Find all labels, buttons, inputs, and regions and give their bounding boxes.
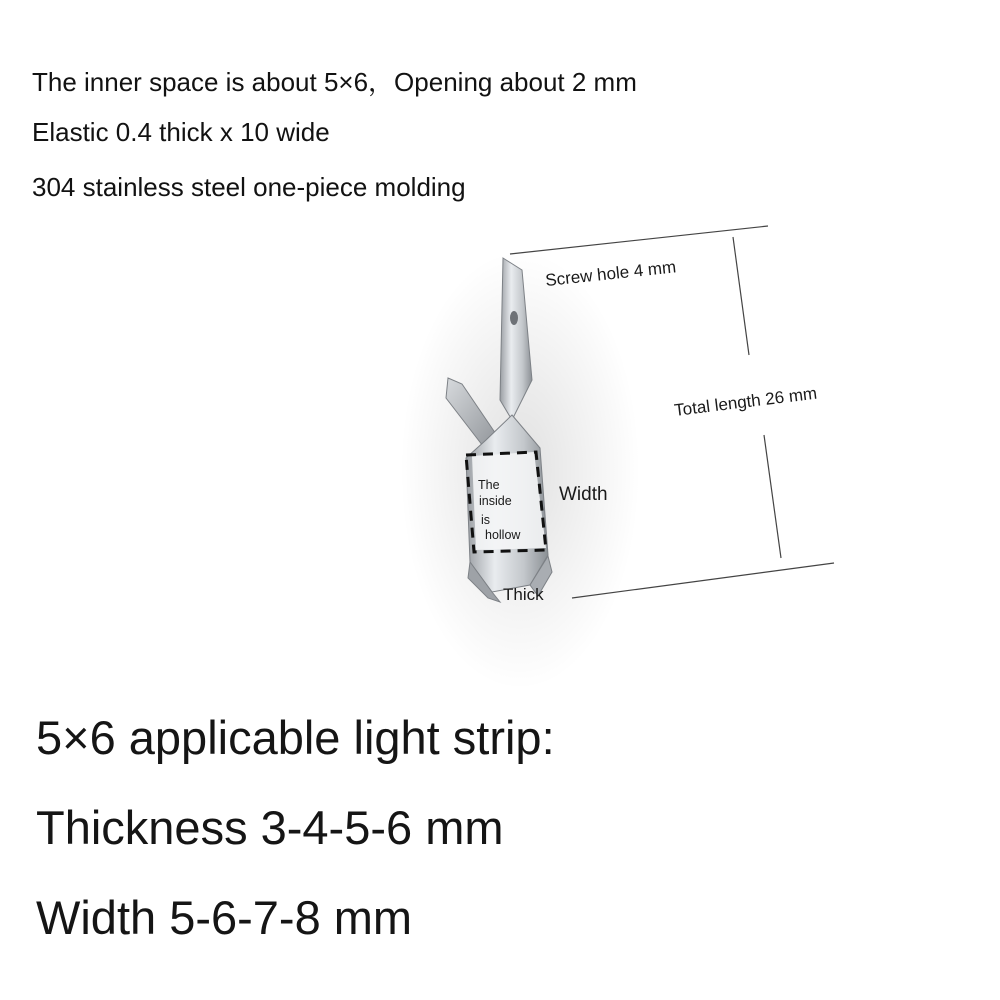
- length-dimension-line-lower: [764, 435, 781, 558]
- screw-hole-label: Screw hole 4 mm: [544, 257, 678, 290]
- thick-label: Thick: [503, 585, 544, 604]
- top-extension-line: [510, 226, 768, 254]
- hollow-line-1: The: [478, 478, 500, 492]
- length-dimension-line-upper: [733, 237, 749, 355]
- width-label: Width: [559, 484, 608, 505]
- spec-inner-space: The inner space is about 5×6，Opening about 2 mm: [32, 67, 637, 97]
- spec-elastic: Elastic 0.4 thick x 10 wide: [32, 117, 330, 147]
- spec-material: 304 stainless steel one-piece molding: [32, 172, 466, 202]
- applicable-heading: 5×6 applicable light strip:: [36, 711, 555, 764]
- applicable-thickness: Thickness 3-4-5-6 mm: [36, 801, 504, 854]
- hollow-line-3: is: [481, 513, 491, 527]
- total-length-label: Total length 26 mm: [673, 383, 819, 420]
- hollow-line-4: hollow: [485, 528, 521, 542]
- screw-hole-icon: [510, 311, 518, 325]
- hollow-line-2: inside: [479, 494, 512, 508]
- applicable-width: Width 5-6-7-8 mm: [36, 891, 413, 944]
